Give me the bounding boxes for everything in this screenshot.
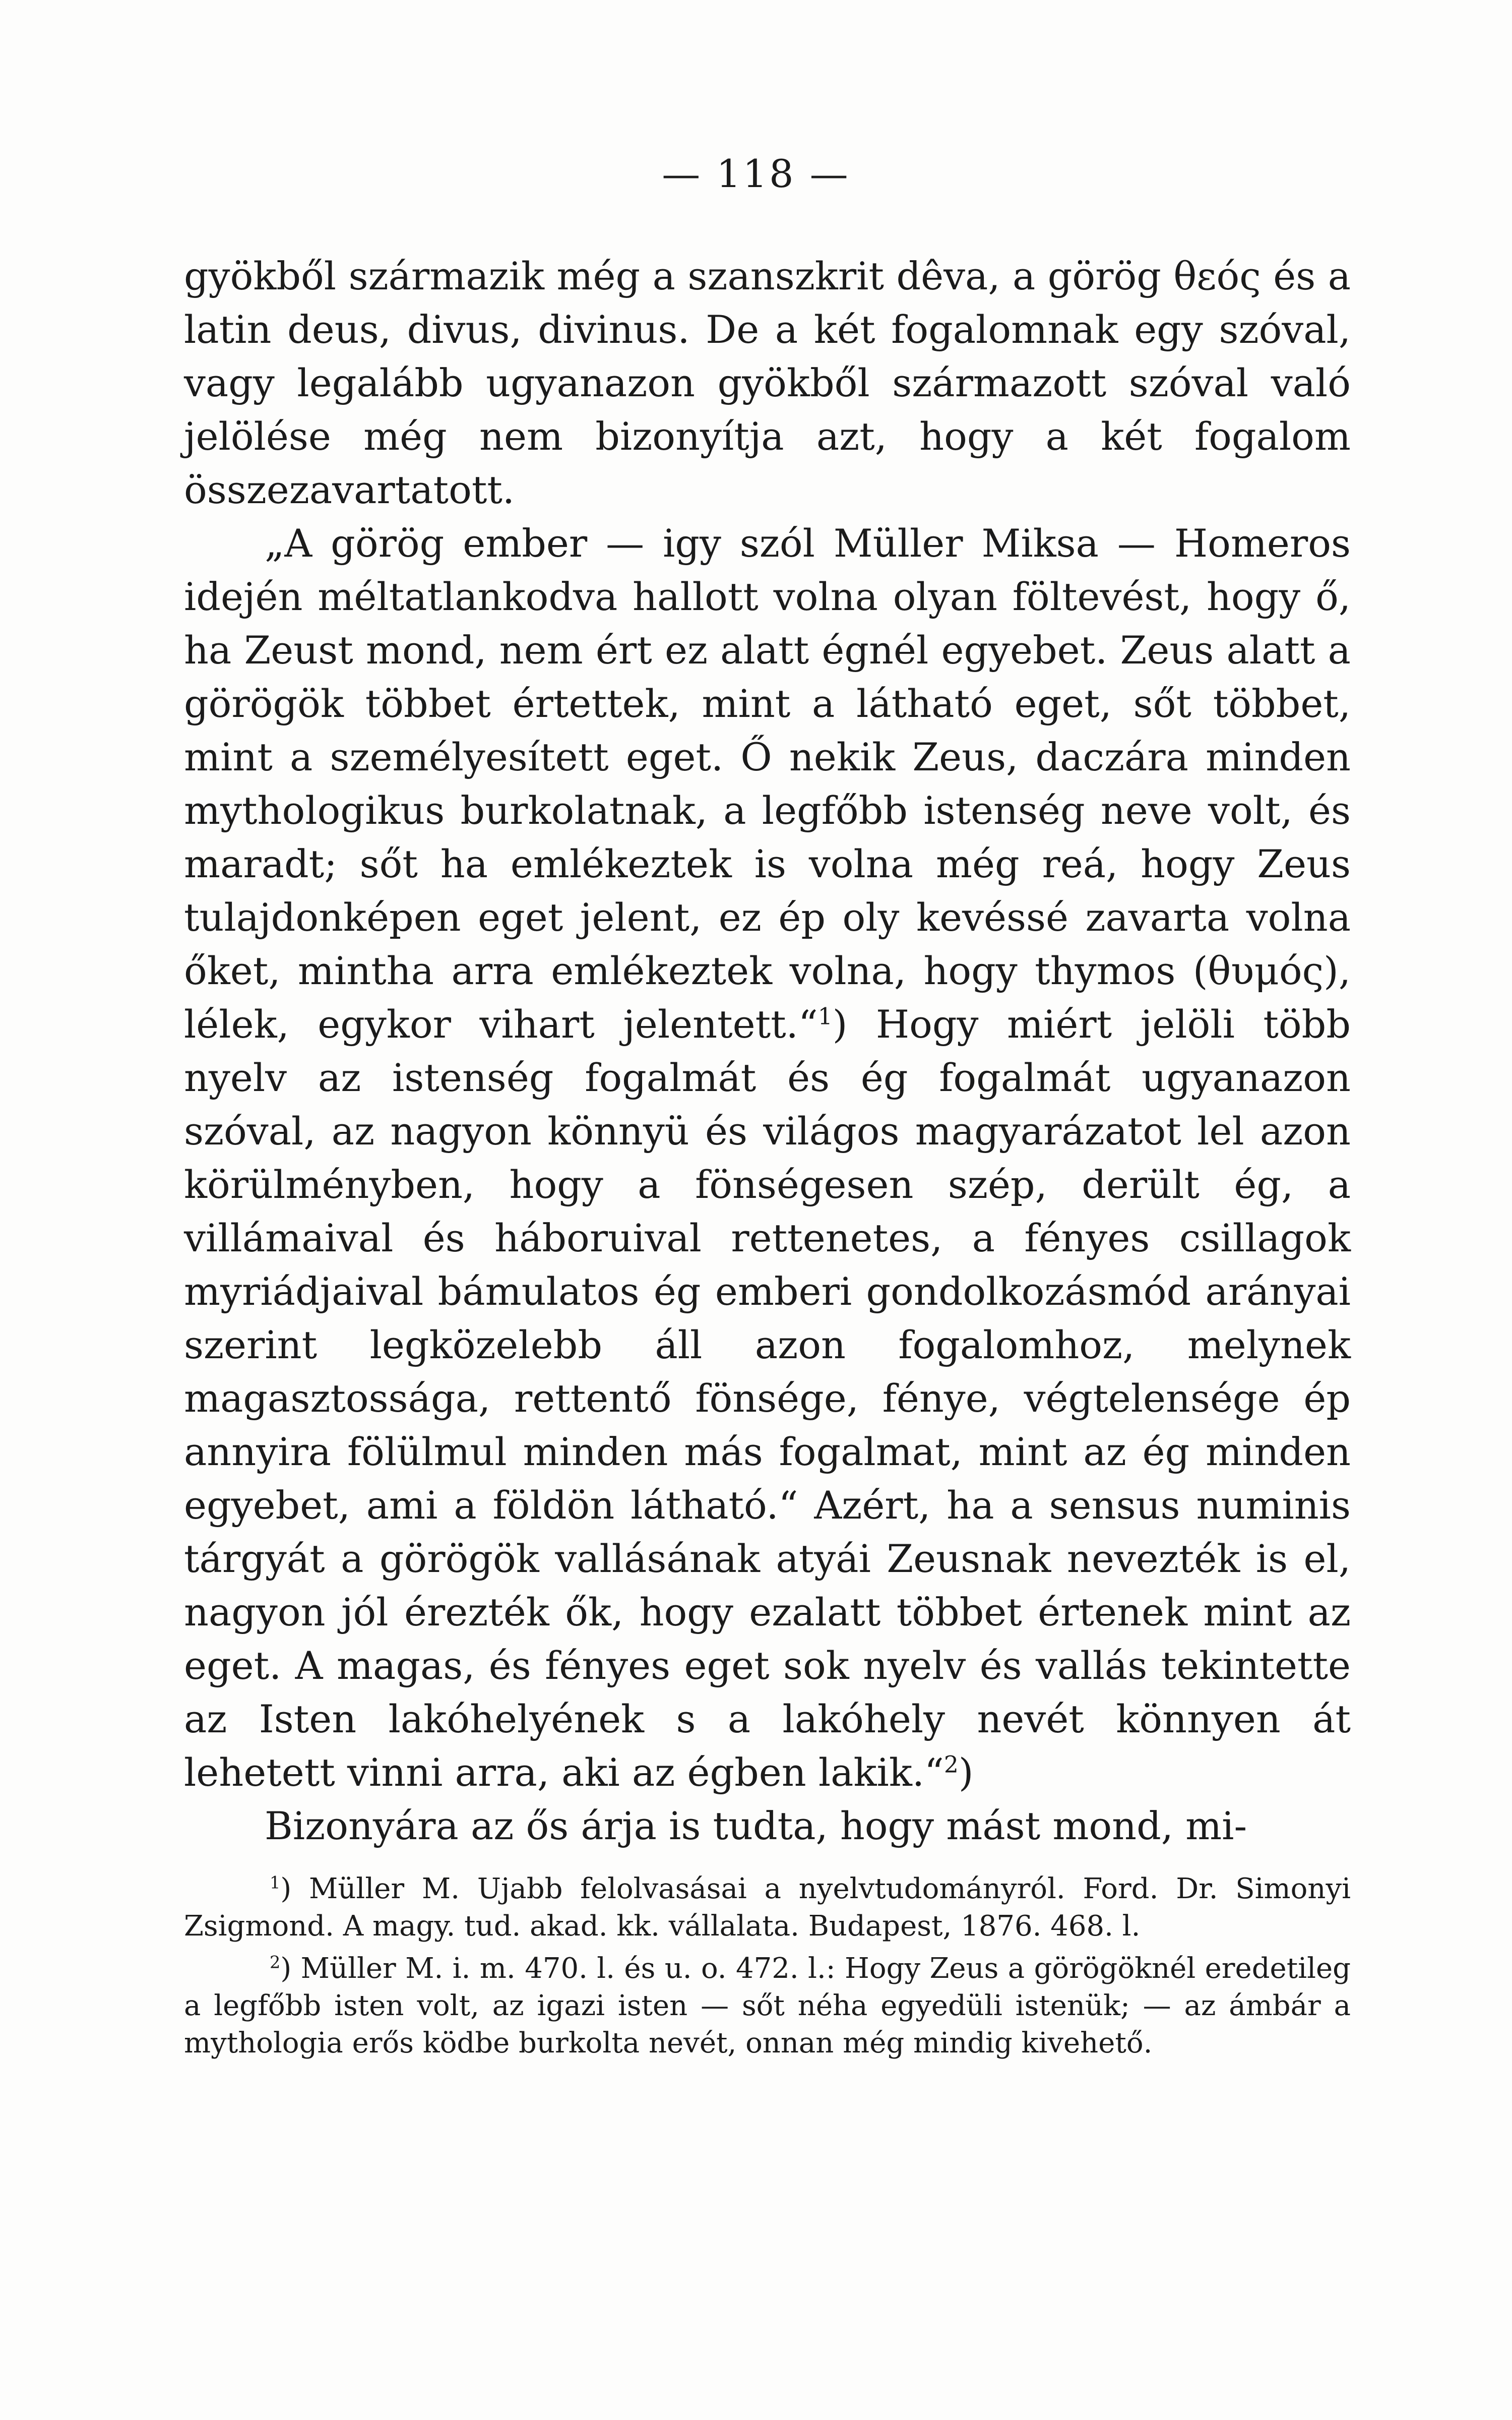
paragraph-2: „A görög ember — igy szól Müller Miksa — Homeros idején méltatlankodva hallott volna olyan föltevést, hogy ő, ha Zeust mond, nem ért ez alatt égnél egyebet. Zeus alatt a görögök többet értettek, mint a látható eget, sőt többet, mint a személyesített eget. Ő nekik Zeus, daczára minden mythologikus burkolatnak, a legfőbb istenség neve volt, és maradt; sőt ha emlékeztek is volna még reá, hogy Zeus tulajdonképen eget jelent, ez ép oly kevéssé zavarta volna őket, mintha arra emlékeztek volna, hogy thymos (θυμός), lélek, egykor vihart jelentett.“$^1$) Hogy miért jelöli több nyelv az istenség fogalmát és ég fogalmát ugyanazon szóval, az nagyon könnyü és világos magyarázatot lel azon körülményben, hogy a fönségesen szép, derült ég, a villámaival és háboruival rettenetes, a fényes csillagok myriádjaival bámulatos ég emberi gondolkozásmód arányai szerint legközelebb áll azon fogalomhoz, melynek magasztossága, rettentő fönsége, fénye, végtelensége ép annyira fölülmul minden más fogalmat, mint az ég minden egyebet, ami a földön látható.“ Azért, ha a sensus numinis tárgyát a görögök vallásának atyái Zeusnak nevezték is el, nagyon jól érezték ők, hogy ezalatt többet értenek mint az eget. A magas, és fényes eget sok nyelv és vallás tekintette az Isten lakóhelyének s a lakóhely nevét könnyen át lehetett vinni arra, aki az égben lakik.“$^2$) xyxy=(184,521,1351,1795)
footnote-2-mark: 2 xyxy=(270,1952,281,1972)
footnote-ref-2: 2 xyxy=(943,1751,959,1778)
paragraph-1 xyxy=(184,250,1351,517)
main-text xyxy=(184,250,1351,1853)
footnote-2 xyxy=(184,1950,1351,2062)
paragraph-1-text: gyökből származik még a szanszkrit dêva, a görög θεός és a latin deus, divus, divinus. De a két fogalomnak egy szóval, vagy legalább ugyanazon gyökből származott szóval való jelölése még nem bizonyítja azt, hogy a két fogalom összezavartatott. xyxy=(184,254,1351,512)
footnote-1-mark: 1 xyxy=(270,1872,281,1893)
page-number: — 118 — xyxy=(662,151,850,196)
paragraph-2-continued: Hogy miért jelöli több nyelv az istenség fogalmát és ég fogalmát ugyanazon szóval, az nagyon könnyü és világos magyarázatot lel azon körülményben, hogy a fönségesen szép, derült ég, a villámaival és háboruival rettenetes, a fényes csillagok myriádjaival bámulatos ég emberi gondolkozásmód arányai szerint legközelebb áll azon fogalomhoz, melynek magasztossága, rettentő fönsége, fénye, végtelensége ép annyira fölülmul minden más fogalmat, mint az ég minden egyebet, ami a földön látható.“ Azért, ha a sensus numinis tárgyát a görögök vallásának atyái Zeusnak nevezték is el, nagyon jól érezték ők, hogy ezalatt többet értenek mint az eget. A magas, és fényes eget sok nyelv és vallás tekintette az Isten lakóhelyének s a lakóhely nevét könnyen át lehetett vinni arra, aki az égben lakik.“ xyxy=(184,1002,1351,1795)
footnotes xyxy=(184,1870,1351,2067)
footnote-2-text: ) Müller M. i. m. 470. l. és u. o. 472. l.: Hogy Zeus a görögöknél eredetileg a legfőbb isten volt, az igazi isten — sőt néha egyedüli istenük; — az ámbár a mythologia erős ködbe burkolta nevét, onnan még mindig kivehető. xyxy=(184,1952,1351,2060)
footnote-ref-1: 1 xyxy=(817,1003,833,1030)
footnote-1 xyxy=(184,1870,1351,1945)
paragraph-2-close: ) xyxy=(958,1750,974,1795)
footnote-1-text: ) Müller M. Ujabb felolvasásai a nyelvtudományról. Ford. Dr. Simonyi Zsigmond. A magy. tud. akad. kk. vállalata. Budapest, 1876. 468. l. xyxy=(184,1872,1351,1943)
paragraph-3 xyxy=(184,1799,1351,1853)
paragraph-2-text: „A görög ember — igy szól Müller Miksa — Homeros idején méltatlankodva hallott volna olyan föltevést, hogy ő, ha Zeust mond, nem ért ez alatt égnél egyebet. Zeus alatt a görögök többet értettek, mint a látható eget, sőt többet, mint a személyesített eget. Ő nekik Zeus, daczára minden mythologikus burkolatnak, a legfőbb istenség neve volt, és maradt; sőt ha emlékeztek is volna még reá, hogy Zeus tulajdonképen eget jelent, ez ép oly kevéssé zavarta volna őket, mintha arra emlékeztek volna, hogy thymos (θυμός), lélek, egykor vihart jelentett.“ xyxy=(184,521,1351,1047)
paragraph-3-text: Bizonyára az ős árja is tudta, hogy mást mond, mi- xyxy=(265,1803,1247,1848)
